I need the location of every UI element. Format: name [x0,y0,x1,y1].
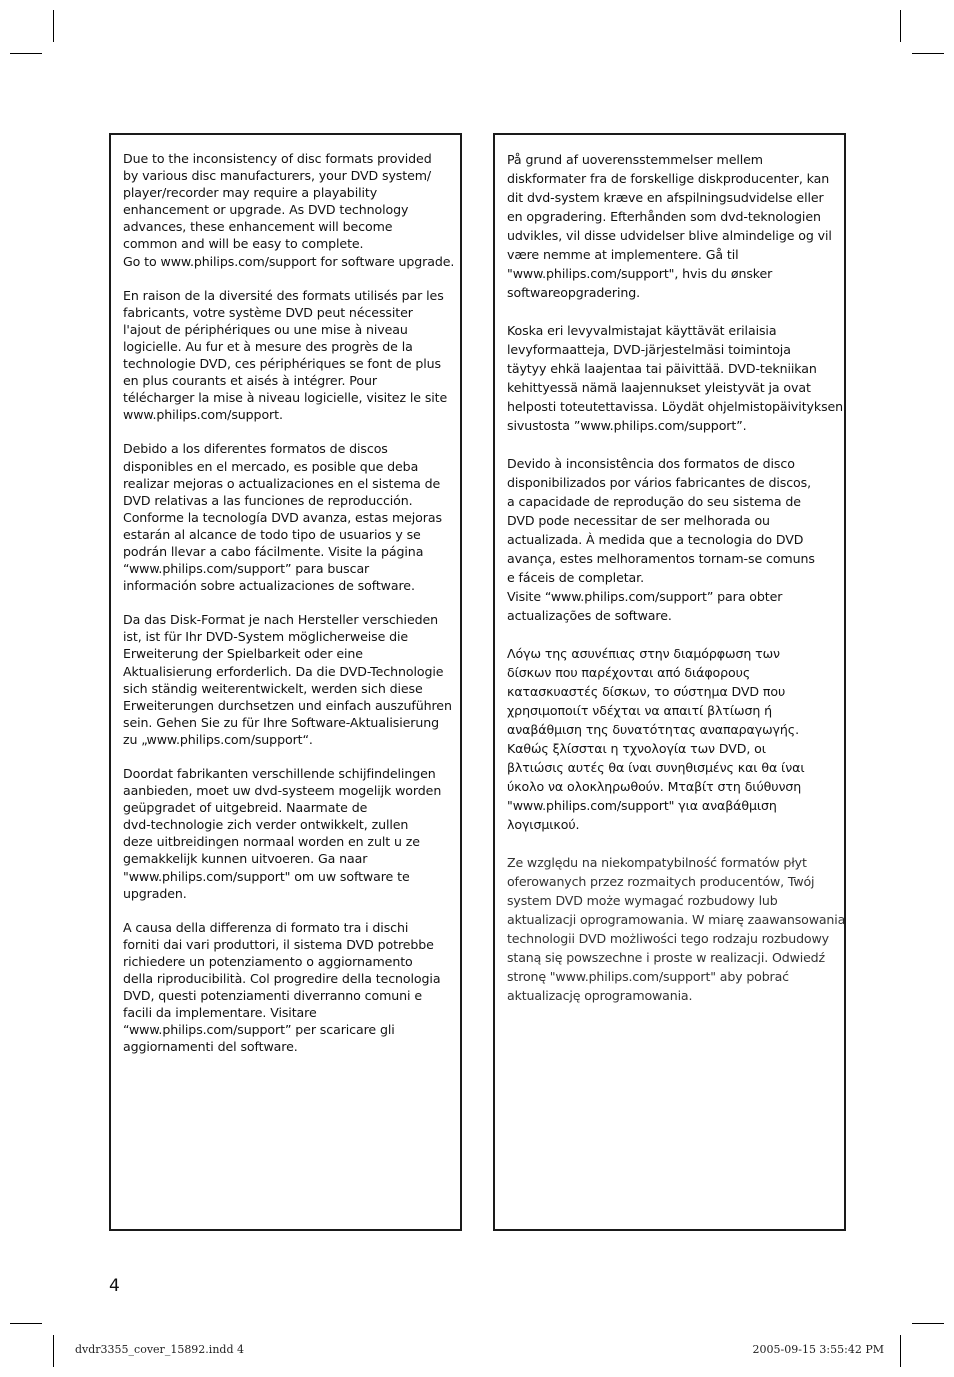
text-line: podrán llevar a cabo fácilmente. Visite la página [123,543,424,559]
text-line: avança, estes melhoramentos tornam-se comuns [507,551,815,566]
text-line: disponibilizados por vários fabricantes de discos, [507,475,812,490]
page-number: 4 [109,1276,120,1296]
text-line: aktualizacji oprogramowania. W miarę zaawansowania [507,912,846,927]
text-line: geüpgradet of uitgebreid. Naarmate de [123,800,368,816]
text-line: aggiornamenti del software. [123,1039,298,1055]
text-line: system DVD może wymagać rozbudowy lub [507,893,778,908]
text-line: e fáceis de completar. [507,570,645,585]
paragraph-polish [507,853,846,1005]
crop-mark-bottom-right-horizontal [912,1323,944,1324]
crop-mark-bottom-left-vertical [53,1335,54,1367]
text-line: logicielle. Au fur et à mesure des progrès de la [123,338,413,354]
paragraph-greek [507,644,839,834]
text-line: della riproducibilità. Col progredire della tecnologia [123,971,441,987]
text-line: DVD, questi potenziamenti diverranno comuni e [123,988,422,1004]
text-line: På grund af uoverensstemmelser mellem [507,152,763,167]
text-line: Ze względu na niekompatybilność formatów płyt [507,855,807,870]
paragraph-portuguese [507,454,839,625]
text-line: actualizações de software. [507,608,672,623]
text-line: Erweiterungen durchsetzen und einfach auszuführen [123,697,452,713]
text-line: l'ajout de périphériques ou une mise à niveau [123,321,408,337]
text-line: forniti dai vari produttori, il sistema DVD potrebbe [123,936,434,952]
text-line: en opgradering. Efterhånden som dvd-teknologien [507,209,821,224]
paragraph-dutch [123,765,468,902]
text-line: DVD pode necessitar de ser melhorada ou [507,513,770,528]
text-line: technologie DVD, ces périphériques se font de plus [123,356,442,372]
text-line: DVD relativas a las funciones de reproducción. [123,492,413,508]
crop-mark-top-right-horizontal [912,53,944,54]
text-line: advances, these enhancement will become [123,219,393,235]
text-line: täytyy ehkä laajentaa tai päivittää. DVD-tekniikan [507,361,817,376]
text-line: helposti toteutettavissa. Löydät ohjelmistopäivityksen [507,399,844,414]
text-line: stronę "www.philips.com/support" aby pobrać [507,969,789,984]
text-line: "www.philips.com/support", hvis du ønsker [507,266,773,281]
text-line: Due to the inconsistency of disc formats provided [123,151,432,166]
right-column [507,150,846,1024]
text-line: upgraden. [123,885,187,901]
text-line: aktualizację oprogramowania. [507,988,693,1003]
text-line: βλτιώσις αυτές θα ίναι συνηθισμένς και θα ίναι [507,760,805,775]
paragraph-finnish [507,321,844,435]
text-line: Go to www.philips.com/support for software upgrade. [123,253,455,269]
text-line: dit dvd-system kræve en afspilningsudvidelse eller [507,190,824,205]
text-line: estarán al alcance de todo tipo de usuarios y se [123,526,421,542]
text-line: A causa della differenza di formato tra i dischi [123,919,409,935]
text-line: αναβάθμιση της δυνατότητας αναπαραγωγής. [507,722,799,737]
text-line: Erweiterung der Spielbarkeit oder eine [123,646,363,662]
text-line: δίσκων που παρέχονται από διάφορους [507,665,751,680]
text-line: κατασκυαστές δίσκων, το σύστημα DVD που [507,684,786,699]
text-line: Λόγω της ασυνέπιας στην διαμόρφωση των [507,646,780,661]
text-line: Visite “www.philips.com/support” para obter [507,589,783,604]
text-line: enhancement or upgrade. As DVD technology [123,202,409,218]
text-line: "www.philips.com/support" για αναβάθμιση [507,798,777,813]
text-line: udvikles, vil disse udvidelser blive almindelige og vil [507,228,832,243]
text-line: deze uitbreidingen normaal worden en zult u ze [123,834,420,850]
text-line: kehittyessä nämä laajennukset yleistyvät ja ovat [507,380,811,395]
text-line: “www.philips.com/support” para buscar [123,561,370,577]
paragraph-french [123,287,468,424]
slug-file-name: dvdr3355_cover_15892.indd 4 [75,1343,244,1356]
text-line: by various disc manufacturers, your DVD system/ [123,168,432,184]
text-line: staną się powszechne i proste w realizacji. Odwiedź [507,950,825,965]
text-line: diskformater fra de forskellige diskproducenter, kan [507,171,830,186]
text-line: zu „www.philips.com/support“. [123,731,313,747]
left-column [123,150,468,1073]
text-line: Aktualisierung erforderlich. Da die DVD-Technologie [123,663,444,679]
text-line: λογισμικού. [507,817,580,832]
paragraph-german [123,611,468,748]
text-line: a capacidade de reprodução do seu sistema de [507,494,801,509]
text-line: være nemme at implementere. Gå til [507,247,739,262]
crop-mark-top-left-vertical [53,10,54,42]
text-line: dvd-technologie zich verder ontwikkelt, zullen [123,817,409,833]
text-line: oferowanych przez rozmaitych producentów, Twój [507,874,815,889]
text-line: sivustosta ”www.philips.com/support”. [507,418,747,433]
crop-mark-top-left-horizontal [10,53,42,54]
text-line: Da das Disk-Format je nach Hersteller verschieden [123,612,439,628]
slug-timestamp: 2005-09-15 3:55:42 PM [752,1343,884,1356]
text-line: En raison de la diversité des formats utilisés par les [123,287,444,303]
text-line: levyformaatteja, DVD-järjestelmäsi toimintoja [507,342,791,357]
crop-mark-bottom-left-horizontal [10,1323,42,1324]
text-line: sein. Gehen Sie zu für Ihre Software-Aktualisierung [123,714,439,730]
paragraph-italian [123,919,468,1056]
text-line: richiedere un potenziamento o aggiornamento [123,953,413,969]
text-line: Doordat fabrikanten verschillende schijfindelingen [123,766,436,781]
text-line: softwareopgradering. [507,285,641,300]
text-line: χρησιμοποιίτ νδέχται να απαιτί βλτίωση ή [507,703,773,718]
text-line: common and will be easy to complete. [123,236,364,252]
text-line: "www.philips.com/support" om uw software te [123,868,410,884]
text-line: realizar mejoras o actualizaciones en el sistema de [123,475,441,491]
text-line: aanbieden, moet uw dvd-systeem mogelijk worden [123,783,442,799]
text-line: actualizada. À medida que a tecnologia do DVD [507,532,804,547]
text-line: Καθώς ξλίσσται η τχνολογία των DVD, οι [507,741,766,756]
text-line: “www.philips.com/support” per scaricare gli [123,1022,395,1038]
paragraph-spanish [123,440,468,594]
text-line: fabricants, votre système DVD peut nécessiter [123,304,413,320]
text-line: www.philips.com/support. [123,407,283,423]
text-line: Conforme la tecnología DVD avanza, estas mejoras [123,509,442,525]
text-line: télécharger la mise à niveau logicielle, visitez le site [123,390,448,406]
text-line: Debido a los diferentes formatos de discos [123,441,388,457]
text-line: technologii DVD możliwości tego rodzaju rozbudowy [507,931,829,946]
text-line: Devido à inconsistência dos formatos de disco [507,456,795,471]
text-line: ist, ist für Ihr DVD-System möglicherweise die [123,629,409,645]
crop-mark-bottom-right-vertical [900,1335,901,1367]
text-line: disponibles en el mercado, es posible que deba [123,458,419,474]
text-line: gemakkelijk kunnen uitvoeren. Ga naar [123,851,368,867]
text-line: facili da implementare. Visitare [123,1005,317,1021]
text-line: player/recorder may require a playability [123,185,378,201]
paragraph-english [123,150,468,270]
text-line: sich ständig weiterentwickelt, werden sich diese [123,680,423,696]
paragraph-danish [507,150,839,302]
text-line: en plus courants et aisés à intégrer. Pour [123,373,377,389]
text-line: Koska eri levyvalmistajat käyttävät erilaisia [507,323,777,338]
crop-mark-top-right-vertical [900,10,901,42]
text-line: ύκολο να ολοκληρωθούν. Μταβίτ στη διύθυνση [507,779,802,794]
text-line: información sobre actualizaciones de software. [123,578,415,594]
